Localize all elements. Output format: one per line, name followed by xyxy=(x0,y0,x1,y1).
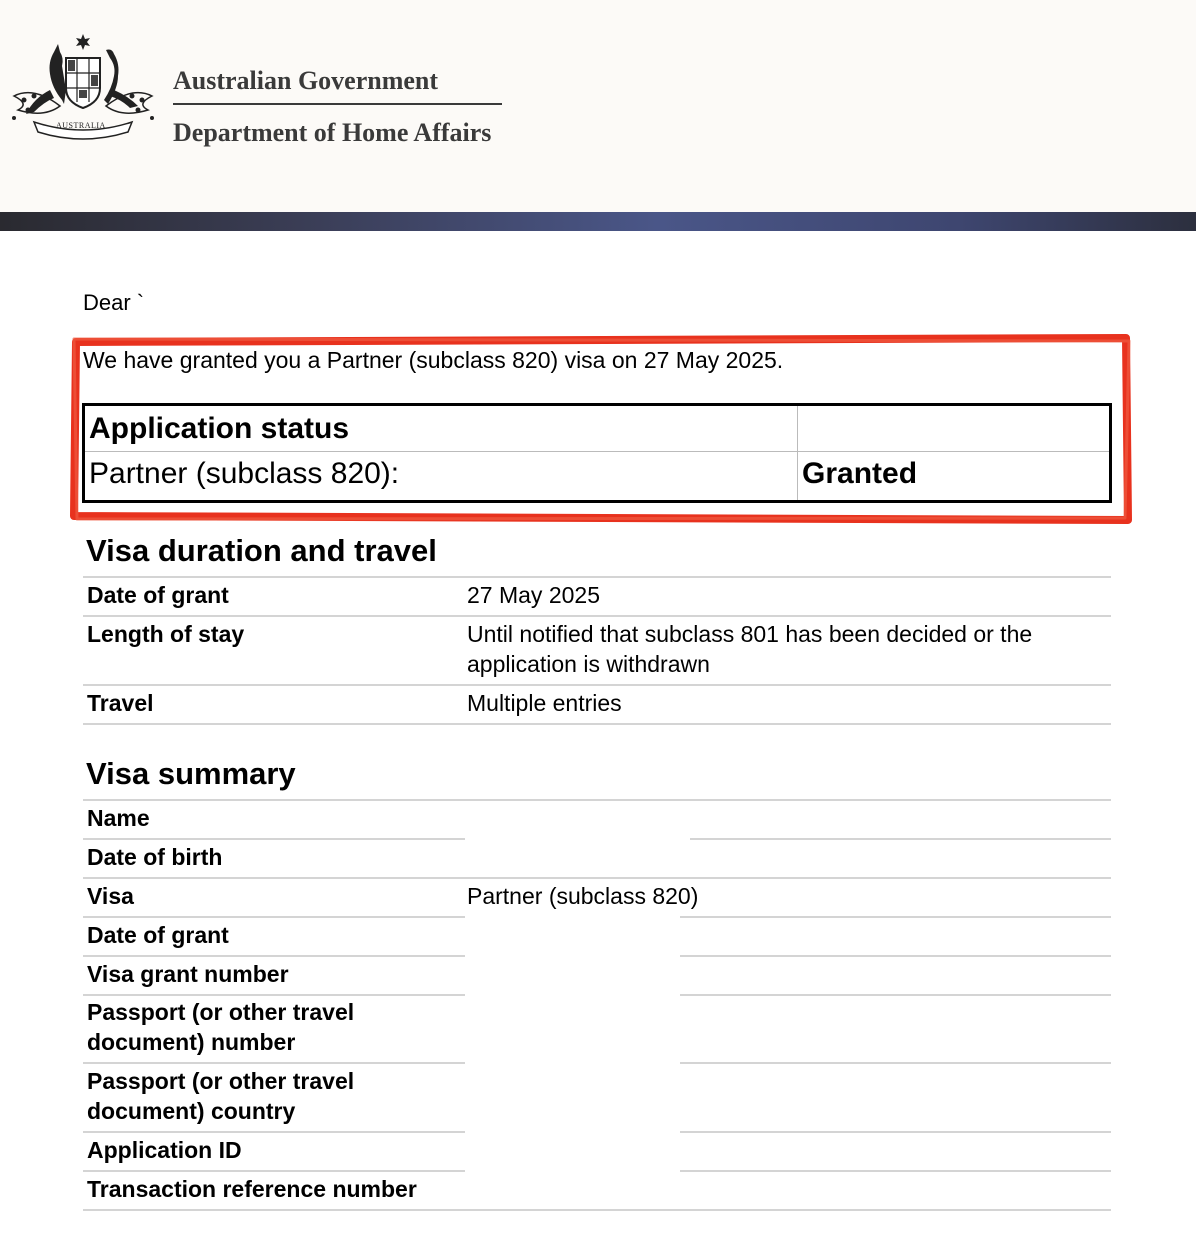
crest-motto: AUSTRALIA xyxy=(56,121,106,130)
row-divider xyxy=(83,1170,465,1172)
grant-sentence: We have granted you a Partner (subclass 820) visa on 27 May 2025. xyxy=(83,347,784,373)
row-divider xyxy=(680,1131,1111,1133)
name-label: Name xyxy=(87,805,150,831)
visa-summary-title: Visa summary xyxy=(86,756,296,791)
summary-date-of-grant-label: Date of grant xyxy=(87,922,229,948)
row-divider xyxy=(83,877,1111,879)
row-divider xyxy=(83,994,465,996)
application-status-value: Granted xyxy=(802,457,918,490)
visa-duration-title: Visa duration and travel xyxy=(86,533,437,568)
letterhead-divider xyxy=(173,103,502,105)
transaction-reference-label: Transaction reference number xyxy=(87,1176,417,1202)
government-name: Australian Government xyxy=(173,66,439,95)
row-divider xyxy=(83,1131,465,1133)
salutation: Dear ` xyxy=(83,290,145,315)
letterhead xyxy=(0,0,1196,212)
visa-grant-number-label: Visa grant number xyxy=(87,961,289,987)
visa-label: Visa xyxy=(87,883,134,909)
header-band xyxy=(0,212,1196,231)
row-divider xyxy=(680,916,1111,918)
row-divider xyxy=(83,723,1111,725)
coat-of-arms-icon xyxy=(4,30,162,150)
row-divider xyxy=(83,799,1111,801)
row-divider xyxy=(83,838,465,840)
length-of-stay-label: Length of stay xyxy=(87,621,245,647)
row-divider xyxy=(680,1062,1111,1064)
application-status-box xyxy=(82,403,1112,503)
passport-country-label: Passport (or other travel document) country xyxy=(87,1068,355,1124)
row-divider xyxy=(83,955,465,957)
visa-value: Partner (subclass 820) xyxy=(467,883,699,909)
row-divider xyxy=(83,684,1111,686)
row-divider xyxy=(83,1209,1111,1211)
application-id-label: Application ID xyxy=(87,1137,242,1163)
travel-value: Multiple entries xyxy=(467,690,622,716)
row-divider xyxy=(680,994,1111,996)
application-status-label: Partner (subclass 820): xyxy=(89,457,400,490)
row-divider xyxy=(690,838,1111,840)
department-name: Department of Home Affairs xyxy=(173,118,492,147)
date-of-grant-value: 27 May 2025 xyxy=(467,582,600,608)
row-divider xyxy=(680,1170,1111,1172)
status-column-divider xyxy=(797,406,798,500)
length-of-stay-value: Until notified that subclass 801 has been decided or the application is withdrawn xyxy=(467,621,1033,677)
application-status-heading: Application status xyxy=(89,412,350,445)
row-divider xyxy=(680,955,1111,957)
row-divider xyxy=(83,916,465,918)
row-divider xyxy=(83,576,1111,578)
row-divider xyxy=(83,615,1111,617)
passport-number-label: Passport (or other travel document) number xyxy=(87,999,355,1055)
date-of-grant-label: Date of grant xyxy=(87,582,229,608)
row-divider xyxy=(83,1062,465,1064)
travel-label: Travel xyxy=(87,690,154,716)
date-of-birth-label: Date of birth xyxy=(87,844,223,870)
status-row-divider xyxy=(85,451,1109,452)
